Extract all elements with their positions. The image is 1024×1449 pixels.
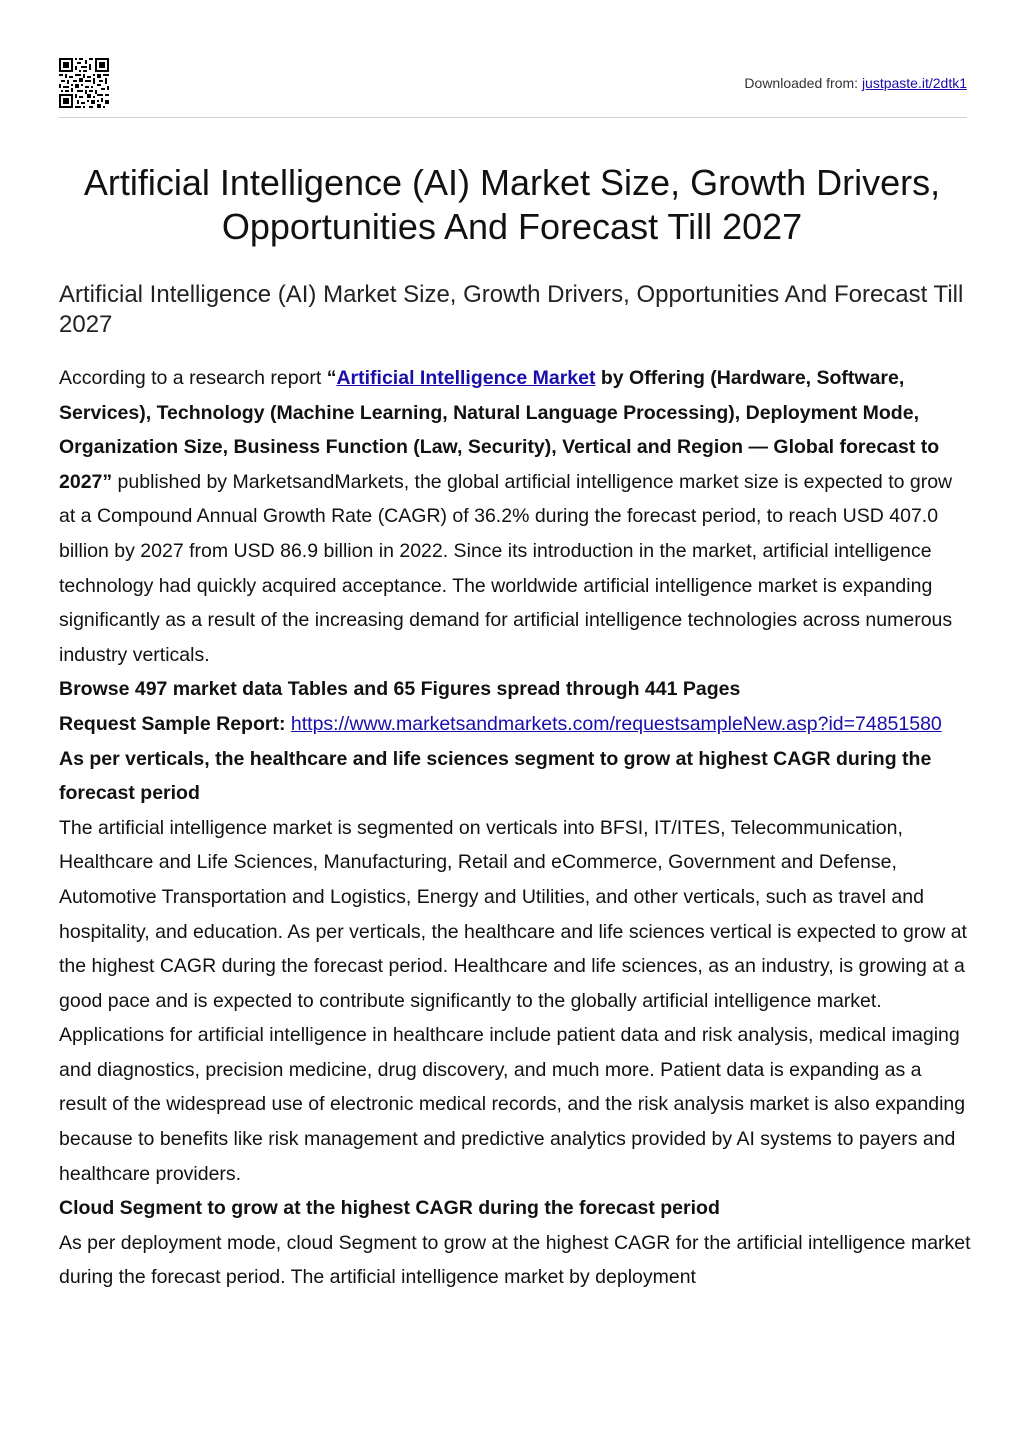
report-title: by Offering (Hardware, Software, Services), Technology (Machine Learning, Natural Language Processing), Deployment Mode, Organization Size, Business Function (Law, Security), Vertical and Region — Global forecast to 2027” bbox=[59, 367, 940, 493]
article-body bbox=[59, 361, 971, 1295]
qr-code-icon bbox=[59, 58, 109, 108]
section1-heading: As per verticals, the healthcare and life sciences segment to grow at highest CAGR during the forecast period bbox=[59, 747, 932, 805]
download-source-link[interactable]: justpaste.it/2dtk1 bbox=[861, 75, 967, 91]
article-subtitle: Artificial Intelligence (AI) Market Size, Growth Drivers, Opportunities And Forecast Till 2027 bbox=[59, 281, 964, 338]
section-heading-cloud bbox=[59, 1191, 971, 1226]
section-heading-healthcare bbox=[59, 742, 971, 811]
download-source bbox=[744, 75, 967, 91]
intro-paragraph bbox=[59, 361, 971, 672]
section-text-cloud: As per deployment mode, cloud Segment to grow at the highest CAGR for the artificial intelligence market during the forecast period. The artificial intelligence market by deployment bbox=[59, 1231, 971, 1289]
intro-open-quote: “ bbox=[326, 367, 337, 389]
sample-report-link[interactable]: https://www.marketsandmarkets.com/requestsampleNew.asp?id=74851580 bbox=[290, 712, 942, 735]
sample-report bbox=[59, 707, 971, 742]
page-title: Artificial Intelligence (AI) Market Size, Growth Drivers, Opportunities And Forecast Till 2027 bbox=[83, 162, 941, 247]
browse-line bbox=[59, 672, 971, 707]
intro-lead: According to a research report bbox=[59, 367, 327, 389]
report-link[interactable]: Artificial Intelligence Market bbox=[336, 367, 596, 389]
download-label: Downloaded from: bbox=[744, 75, 859, 91]
sample-label: Request Sample Report: bbox=[59, 712, 286, 735]
section2-heading: Cloud Segment to grow at the highest CAGR during the forecast period bbox=[59, 1197, 720, 1220]
section-text-healthcare: The artificial intelligence market is segmented on verticals into BFSI, IT/ITES, Telecommunication, Healthcare and Life Sciences, Manufacturing, Retail and eCommerce, Government and Defense, Automotive Transportation and Logistics, Energy and Utilities, and other verticals, such as travel and hospitality, and education. As per verticals, the healthcare and life sciences vertical is expected to grow at the highest CAGR during the forecast period. Healthcare and life sciences, as an industry, is growing at a good pace and is expected to contribute significantly to the globally artificial intelligence market. Applications for artificial intelligence in healthcare include patient data and risk analysis, medical imaging and diagnostics, precision medicine, drug discovery, and much more. Patient data is expanding as a result of the widespread use of electronic medical records, and the risk analysis market is also expanding because to benefits like risk management and predictive analytics provided by AI systems to payers and healthcare providers. bbox=[59, 816, 967, 1185]
browse-text: Browse 497 market data Tables and 65 Figures spread through 441 Pages bbox=[59, 678, 741, 701]
header-divider bbox=[59, 117, 967, 118]
intro-body: published by MarketsandMarkets, the global artificial intelligence market size is expected to grow at a Compound Annual Growth Rate (CAGR) of 36.2% during the forecast period, to reach USD 407.0 billion by 2027 from USD 86.9 billion in 2022. Since its introduction in the market, artificial intelligence technology had quickly acquired acceptance. The worldwide artificial intelligence market is expanding significantly as a result of the increasing demand for artificial intelligence technologies across numerous industry verticals. bbox=[59, 470, 953, 666]
